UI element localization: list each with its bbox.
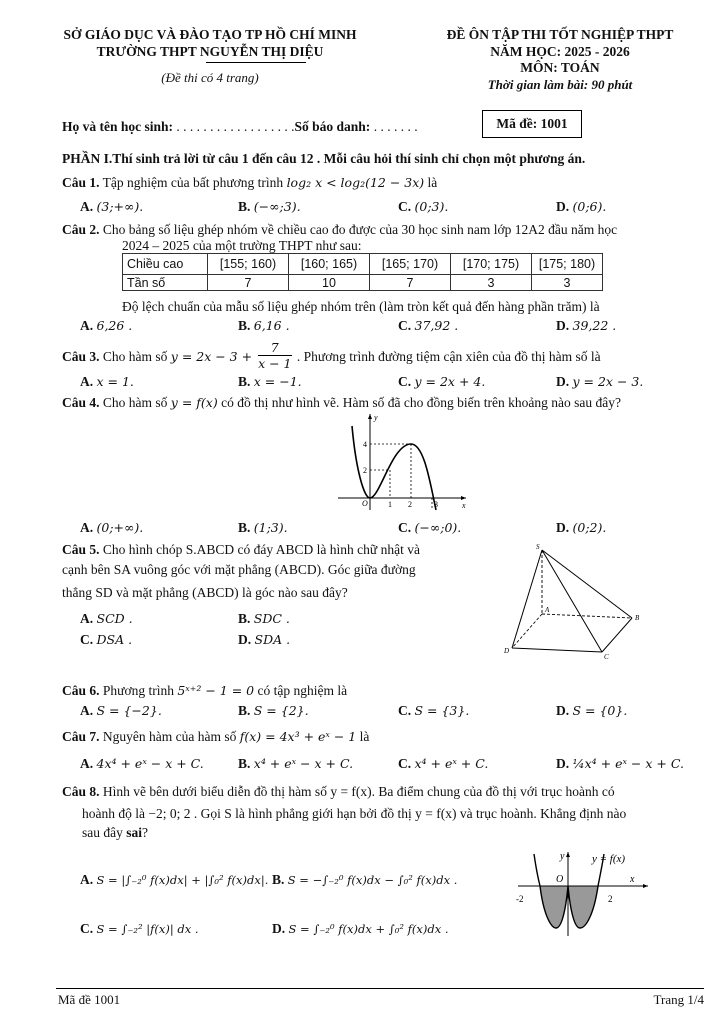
x-axis-arrow — [461, 496, 466, 500]
q4-option-b[interactable]: B. (1;3). — [238, 520, 288, 535]
question-3-label: Câu 3. — [62, 349, 100, 365]
department-name: SỞ GIÁO DỤC VÀ ĐÀO TẠO TP HỒ CHÍ MINH — [63, 27, 357, 42]
question-8-label: Câu 8. — [62, 784, 100, 799]
question-5-line2: cạnh bên SA vuông góc với mặt phẳng (ABCD). Góc giữa đường — [62, 562, 416, 577]
edge-AB — [542, 614, 632, 618]
q6-option-d[interactable]: D. S = {0}. — [556, 703, 628, 718]
table-cell: 7 — [370, 275, 451, 291]
function-label: y = f(x) — [592, 853, 626, 865]
x-axis-label: x — [462, 501, 466, 510]
table-cell: 3 — [451, 275, 532, 291]
x-axis-arrow — [643, 884, 648, 888]
question-2 — [62, 222, 617, 238]
q5-option-b[interactable]: B. SDC . — [238, 611, 290, 626]
q4-graph — [330, 410, 470, 514]
tick-label-neg2: -2 — [516, 894, 524, 904]
question-7-label: Câu 7. — [62, 729, 100, 744]
q6-option-b[interactable]: B. S = {2}. — [238, 703, 309, 718]
q8-option-c[interactable]: C. S = ∫₋₂² |f(x)| dx . — [80, 921, 199, 936]
y-axis-arrow — [566, 852, 570, 857]
student-name-dots: . . . . . . . . . . . . . . . . . . — [173, 119, 295, 134]
question-5-label: Câu 5. — [62, 542, 100, 557]
student-name-label: Họ và tên học sinh: — [62, 119, 174, 134]
student-id-dots: . . . . . . . — [370, 119, 418, 134]
question-4-math: y = f(x) — [170, 395, 218, 410]
footer-exam-code: Mã đề 1001 — [58, 992, 121, 1007]
q4-option-d[interactable]: D. (0;2). — [556, 520, 607, 535]
tick-label-2: 2 — [363, 466, 367, 475]
question-3-text: Cho hàm số — [99, 349, 171, 365]
y-axis-label: y — [374, 413, 378, 422]
q6-option-a[interactable]: A. S = {−2}. — [80, 703, 162, 718]
q2-option-c[interactable]: C. 37,92 . — [398, 318, 459, 333]
q7-option-d[interactable]: D. ¼x⁴ + eˣ − x + C. — [556, 756, 684, 771]
question-7-math: f(x) = 4x³ + eˣ − 1 — [239, 729, 357, 744]
vertex-label-c: C — [604, 653, 609, 661]
emphasis-false: sai — [126, 825, 143, 840]
q5-option-d[interactable]: D. SDA . — [238, 632, 291, 647]
question-7-text: Nguyên hàm của hàm số — [99, 729, 240, 744]
question-1-label: Câu 1. — [62, 175, 100, 190]
q8-option-a[interactable]: A. S = |∫₋₂⁰ f(x)dx| + |∫₀² f(x)dx|. — [80, 872, 269, 887]
question-6-tail: có tập nghiệm là — [254, 683, 348, 698]
exam-title: ĐỀ ÔN TẬP THI TỐT NGHIỆP THPT — [446, 27, 674, 42]
q3-option-b[interactable]: B. x = −1. — [238, 374, 302, 389]
question-3-math: y = 2x − 3 + — [170, 349, 257, 365]
footer-divider — [56, 988, 704, 989]
table-cell: 7 — [208, 275, 289, 291]
q5-option-c[interactable]: C. DSA . — [80, 632, 133, 647]
x-axis-label: x — [630, 874, 635, 885]
question-4-tail: có đồ thị như hình vẽ. Hàm số đã cho đồng biến trên khoảng nào sau đây? — [217, 395, 621, 410]
edge-DC — [512, 648, 602, 652]
q8-option-d[interactable]: D. S = ∫₋₂⁰ f(x)dx + ∫₀² f(x)dx . — [272, 921, 449, 936]
q1-option-b[interactable]: B. (−∞;3). — [238, 199, 301, 214]
question-6-math: 5ˣ⁺² − 1 = 0 — [177, 683, 255, 698]
vertex-label-b: B — [635, 614, 640, 622]
exam-code-box: Mã đề: 1001 — [482, 110, 582, 138]
question-4 — [62, 395, 621, 411]
question-5 — [62, 542, 420, 558]
table-cell: [165; 170) — [370, 254, 451, 275]
frequency-table — [122, 253, 603, 291]
edge-SB — [542, 550, 632, 618]
q1-option-c[interactable]: C. (0;3). — [398, 199, 449, 214]
q5-option-a[interactable]: A. SCD . — [80, 611, 133, 626]
q2-option-d[interactable]: D. 39,22 . — [556, 318, 617, 333]
student-id-label: Số báo danh: — [294, 119, 371, 134]
table-cell: 10 — [289, 275, 370, 291]
q1-option-d[interactable]: D. (0;6). — [556, 199, 607, 214]
q3-option-a[interactable]: A. x = 1. — [80, 374, 134, 389]
pyramid-figure — [498, 540, 648, 662]
edge-SD — [512, 550, 542, 648]
question-6-label: Câu 6. — [62, 683, 100, 698]
vertex-label-a: A — [545, 606, 550, 614]
q2-option-a[interactable]: A. 6,26 . — [80, 318, 133, 333]
question-1-text: Tập nghiệm của bất phương trình — [99, 175, 287, 190]
q3-option-d[interactable]: D. y = 2x − 3. — [556, 374, 644, 389]
question-5-line1: Cho hình chóp S.ABCD có đáy ABCD là hình chữ nhật và — [99, 542, 420, 557]
student-info-line — [62, 119, 418, 135]
tick-label-4: 4 — [363, 440, 367, 449]
question-7-tail: là — [356, 729, 370, 744]
school-year: NĂM HỌC: 2025 - 2026 — [490, 44, 630, 59]
q2-option-b[interactable]: B. 6,16 . — [238, 318, 290, 333]
y-axis-arrow — [368, 414, 372, 419]
q4-option-a[interactable]: A. (0;+∞). — [80, 520, 144, 535]
question-1 — [62, 175, 437, 191]
table-cell: [160; 165) — [289, 254, 370, 275]
vertex-label-d: D — [504, 647, 510, 655]
question-2-label: Câu 2. — [62, 222, 100, 237]
question-2-prompt: Độ lệch chuẩn của mẫu số liệu ghép nhóm trên (làm tròn kết quả đến hàng phần trăm) là — [122, 299, 600, 314]
origin-label: O — [556, 874, 564, 885]
q4-option-c[interactable]: C. (−∞;0). — [398, 520, 462, 535]
question-7 — [62, 729, 369, 745]
q3-option-c[interactable]: C. y = 2x + 4. — [398, 374, 486, 389]
fraction-numerator: 7 — [258, 341, 291, 356]
subject: MÔN: TOÁN — [520, 60, 600, 75]
fraction-denominator: x − 1 — [258, 356, 292, 371]
question-8 — [62, 784, 615, 800]
q7-option-a[interactable]: A. 4x⁴ + eˣ − x + C. — [80, 756, 204, 771]
question-3-fraction — [258, 341, 291, 371]
origin-label: O — [362, 499, 368, 508]
table-cell: [155; 160) — [208, 254, 289, 275]
question-1-math: log₂ x < log₂(12 − 3x) — [286, 175, 425, 190]
question-5-line3: thẳng SD và mặt phẳng (ABCD) là góc nào sau đây? — [62, 585, 348, 600]
tick-label-3: 3 — [434, 500, 438, 509]
question-8-line3: sau đây sai? — [82, 825, 149, 840]
edge-CB — [602, 618, 632, 652]
question-6 — [62, 683, 347, 699]
footer-page-number: Trang 1/4 — [653, 992, 704, 1007]
question-4-label: Câu 4. — [62, 395, 100, 410]
q6-option-c[interactable]: C. S = {3}. — [398, 703, 470, 718]
tick-label-1: 1 — [388, 500, 392, 509]
q8-option-b[interactable]: B. S = −∫₋₂⁰ f(x)dx − ∫₀² f(x)dx . — [272, 872, 458, 887]
question-2-text-line2: 2024 – 2025 của một trường THPT như sau: — [122, 238, 362, 253]
duration: Thời gian làm bài: 90 phút — [487, 77, 633, 92]
table-cell: 3 — [532, 275, 603, 291]
table-cell: [175; 180) — [532, 254, 603, 275]
vertex-label-s: S — [536, 543, 540, 551]
q1-option-a[interactable]: A. (3;+∞). — [80, 199, 144, 214]
school-underline — [206, 62, 306, 63]
edge-SC — [542, 550, 602, 652]
table-cell: Tần số — [123, 275, 208, 291]
school-name: TRƯỜNG THPT NGUYỄN THỊ DIỆU — [96, 44, 324, 59]
question-3-tail: . Phương trình đường tiệm cận xiên của đồ thị hàm số là — [293, 349, 601, 365]
q8-graph — [508, 848, 658, 938]
question-4-text: Cho hàm số — [99, 395, 171, 410]
table-row — [123, 254, 603, 275]
q7-option-b[interactable]: B. x⁴ + eˣ − x + C. — [238, 756, 354, 771]
edge-AD — [512, 614, 542, 648]
question-8-line1: Hình vẽ bên dưới biểu diễn đồ thị hàm số y = f(x). Ba điểm chung của đồ thị với trục hoành có — [99, 784, 615, 799]
y-axis-label: y — [560, 851, 565, 862]
question-1-tail: là — [424, 175, 438, 190]
table-row — [123, 275, 603, 291]
tick-label-x2: 2 — [408, 500, 412, 509]
question-3 — [62, 340, 601, 373]
question-6-text: Phương trình — [99, 683, 178, 698]
q7-option-c[interactable]: C. x⁴ + eˣ + C. — [398, 756, 489, 771]
pages-note: (Đề thi có 4 trang) — [161, 70, 259, 85]
part1-instruction: PHẦN I.Thí sinh trả lời từ câu 1 đến câu 12 . Mỗi câu hỏi thí sinh chỉ chọn một phương án. — [62, 151, 586, 166]
table-cell: [170; 175) — [451, 254, 532, 275]
question-2-text: Cho bảng số liệu ghép nhóm về chiều cao đo được của 30 học sinh nam lớp 12A2 đầu năm học — [99, 222, 618, 237]
tick-label-2: 2 — [608, 894, 613, 904]
question-8-line2: hoành độ là −2; 0; 2 . Gọi S là hình phẳng giới hạn bởi đồ thị y = f(x) và trục hoành. Khẳng định nào — [82, 806, 627, 821]
table-cell: Chiều cao — [123, 254, 208, 275]
